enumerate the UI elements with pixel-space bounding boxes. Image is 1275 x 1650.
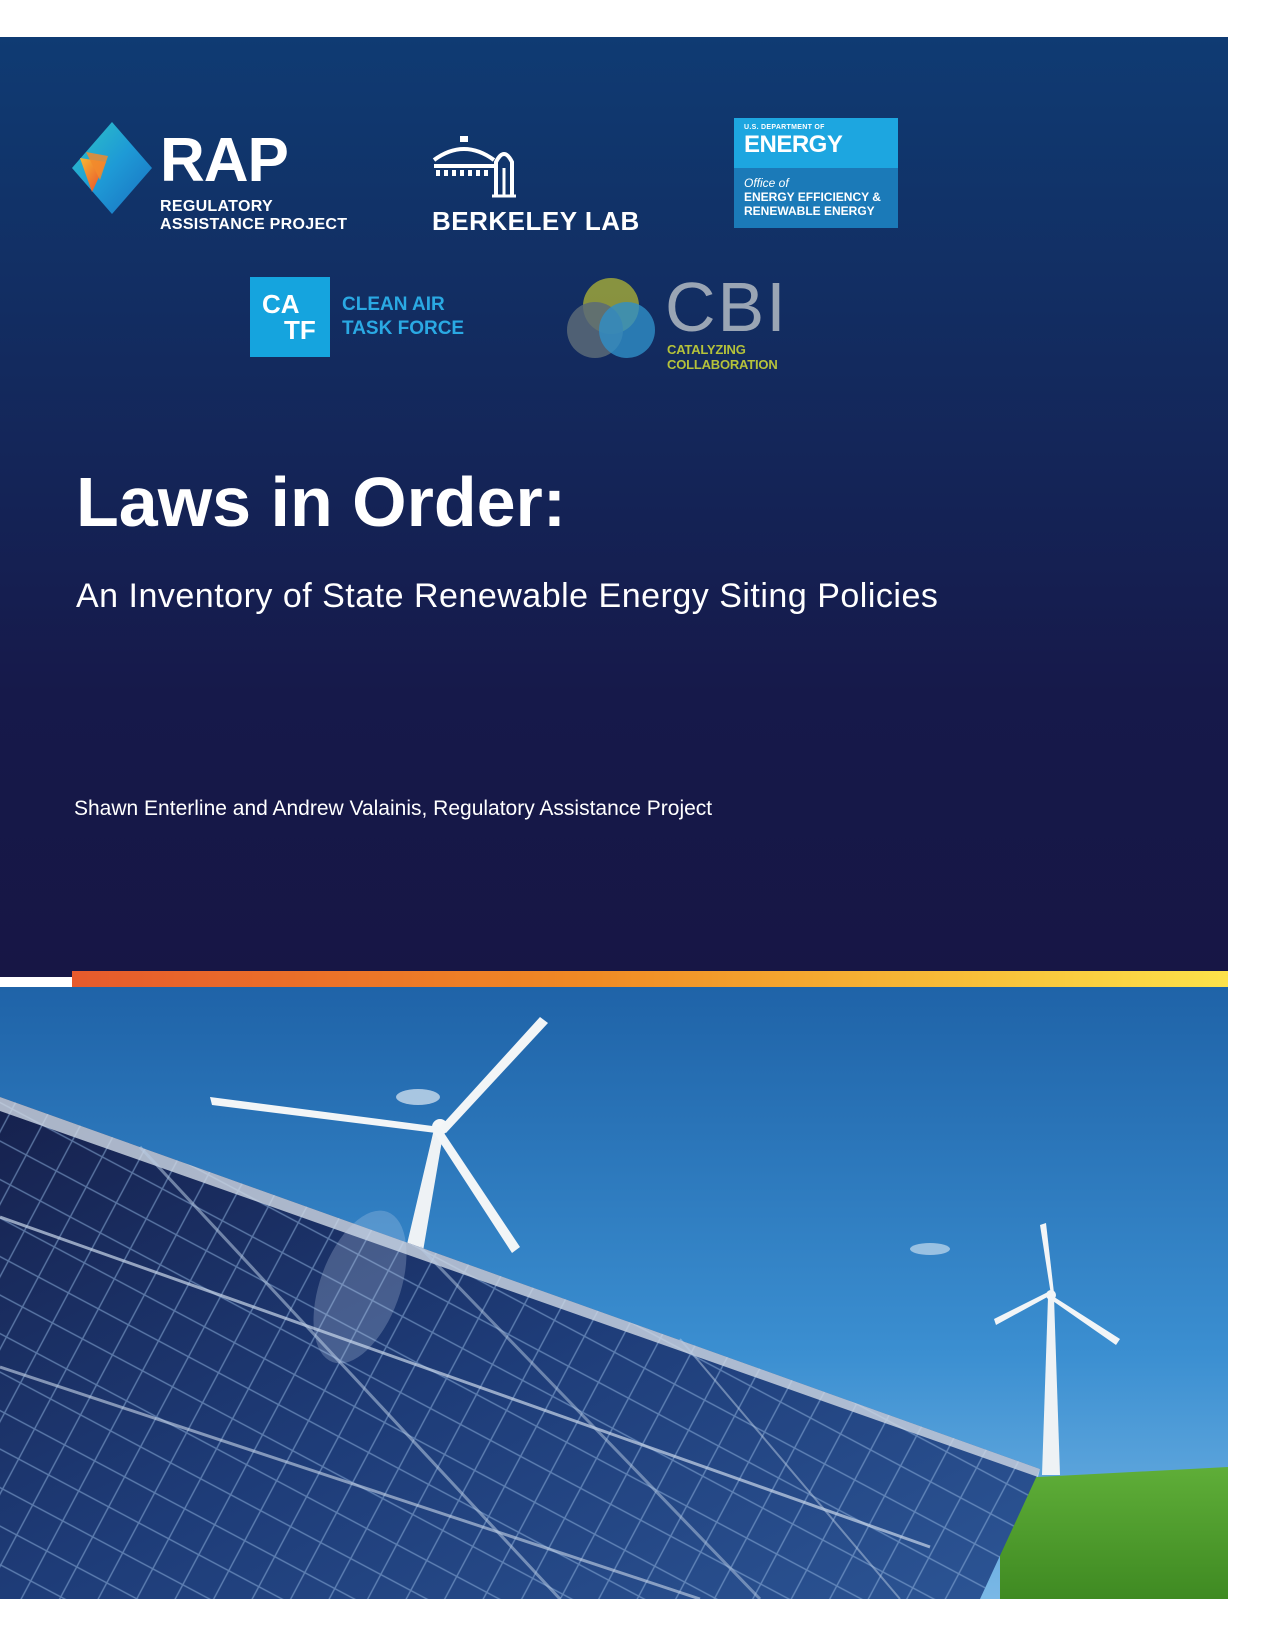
doe-eere-logo bbox=[734, 118, 898, 228]
doe-office-line3: RENEWABLE ENERGY bbox=[744, 204, 875, 218]
cbi-logo bbox=[565, 268, 855, 372]
berkeley-lab-building-icon bbox=[430, 132, 530, 202]
rap-subtitle bbox=[160, 198, 347, 234]
catf-label-line1: CLEAN AIR bbox=[342, 294, 445, 315]
catf-square-icon bbox=[250, 277, 330, 357]
rap-wordmark: RAP bbox=[160, 126, 288, 195]
cbi-tagline: CATALYZING COLLABORATION bbox=[667, 342, 778, 372]
accent-stripe bbox=[72, 971, 1228, 987]
berkeley-lab-wordmark: BERKELEY LAB bbox=[432, 206, 640, 236]
catf-label-line2: TASK FORCE bbox=[342, 318, 465, 339]
doe-header bbox=[734, 118, 898, 168]
berkeley-lab-logo bbox=[430, 132, 660, 242]
solar-wind-illustration bbox=[0, 987, 1228, 1599]
doe-office-line2: ENERGY EFFICIENCY & bbox=[744, 190, 881, 204]
catf-logo bbox=[250, 277, 490, 359]
catf-box-bottom: TF bbox=[284, 315, 316, 345]
doe-office-of: Office of bbox=[744, 176, 789, 190]
catf-label bbox=[342, 293, 464, 341]
rap-subtitle-line2: ASSISTANCE PROJECT bbox=[160, 216, 348, 233]
cbi-wordmark: CBI bbox=[665, 268, 788, 346]
rap-subtitle-line1: REGULATORY bbox=[160, 198, 273, 215]
rap-diamond-icon bbox=[72, 122, 152, 214]
cover-photo-solar-wind bbox=[0, 987, 1228, 1599]
report-subtitle: An Inventory of State Renewable Energy Siting Policies bbox=[76, 577, 939, 615]
report-authors: Shawn Enterline and Andrew Valainis, Regulatory Assistance Project bbox=[74, 797, 713, 820]
rap-logo bbox=[72, 122, 372, 232]
catf-box-top: CA bbox=[262, 289, 300, 319]
doe-energy-wordmark: ENERGY bbox=[744, 131, 843, 158]
report-title: Laws in Order: bbox=[76, 463, 567, 541]
doe-office-label bbox=[744, 176, 894, 218]
cbi-circles-icon bbox=[565, 272, 661, 364]
doe-department-label: U.S. DEPARTMENT OF bbox=[744, 124, 825, 131]
